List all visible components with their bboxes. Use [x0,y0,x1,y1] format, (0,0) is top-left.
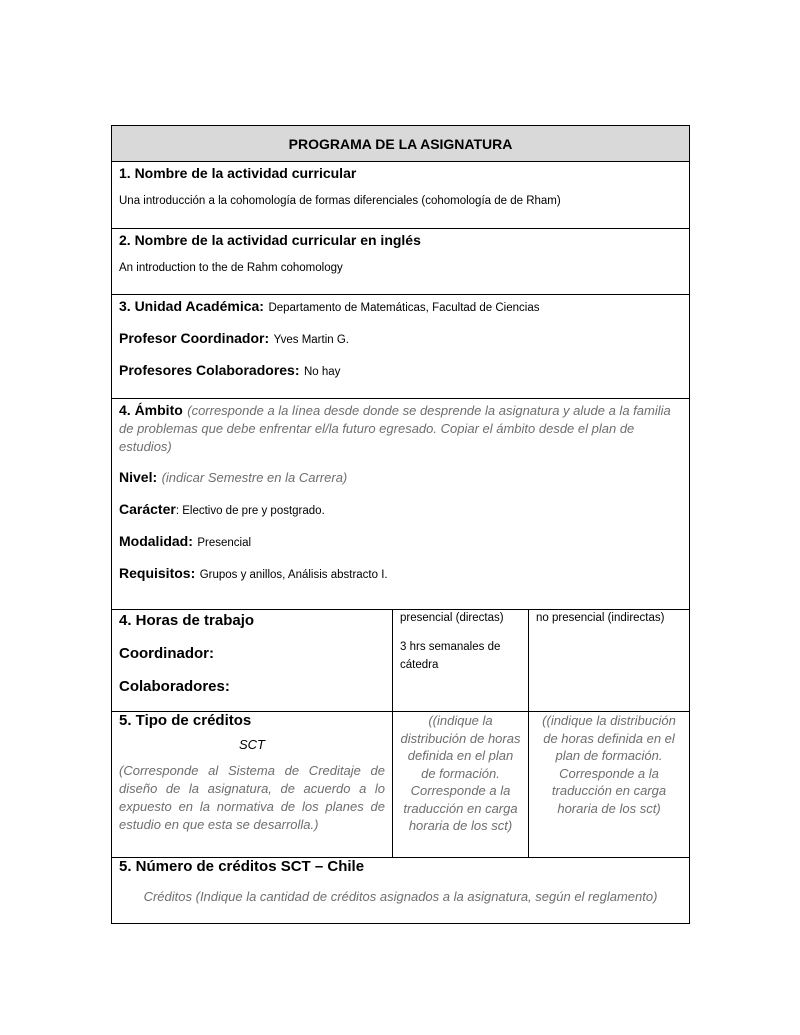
presencial-value: 3 hrs semanales de cátedra [400,641,501,671]
tipo-heading: 5. Tipo de créditos [119,712,252,729]
colaboradores-value: No hay [303,366,341,378]
tipo-label-cell [112,712,393,858]
activity-name-english: An introduction to the de Rahm cohomology [119,262,343,274]
horas-heading: 4. Horas de trabajo [119,612,255,629]
program-table [111,125,690,924]
horas-coordinador: Coordinador: [119,645,214,662]
ambito-label: 4. Ámbito [119,402,183,418]
tipo-col2-note: ((indique la distribución de horas definida en el plan de formación. Corresponde a la traducción en carga horaria de los sct) [400,713,521,833]
section-2 [112,229,690,295]
section-4 [112,399,690,610]
tipo-note: (Corresponde al Sistema de Creditaje de diseño de la asignatura, de acuerdo a lo expuesto en la normativa de los planes de estudio en que esta se desarrolla.) [119,763,385,832]
section-3 [112,295,690,399]
coordinador-label: Profesor Coordinador: [119,330,270,346]
section-1 [112,162,690,229]
ambito-note: (corresponde a la línea desde donde se desprende la asignatura y alude a la familia de problemas que debe enfrentar el/la futuro egresado. Copiar el ámbito desde el plan de estudios) [119,403,671,454]
caracter-value: : Electivo de pre y postgrado. [175,505,325,517]
modalidad-label: Modalidad: [119,533,193,549]
horas-label-cell [112,610,393,712]
numero-heading: 5. Número de créditos SCT – Chile [119,858,365,875]
modalidad-value: Presencial [197,537,252,549]
horas-colaboradores: Colaboradores: [119,678,230,695]
presencial-header: presencial (directas) [400,612,504,624]
table-title: PROGRAMA DE LA ASIGNATURA [112,126,690,162]
numero-note: Créditos (Indique la cantidad de créditos asignados a la asignatura, según el reglamento) [143,889,658,904]
tipo-col2-cell [393,712,529,858]
tipo-col3-note: ((indique la distribución de horas definida en el plan de formación. Corresponde a la traducción en carga horaria de los sct) [542,713,676,816]
no-presencial-cell [529,610,690,712]
unidad-value: Departamento de Matemáticas, Facultad de Ciencias [268,302,540,314]
nivel-label: Nivel: [119,469,158,485]
requisitos-value: Grupos y anillos, Análisis abstracto I. [199,569,388,581]
unidad-label: 3. Unidad Académica: [119,298,264,314]
requisitos-label: Requisitos: [119,565,196,581]
colaboradores-label: Profesores Colaboradores: [119,362,300,378]
tipo-col3-cell [529,712,690,858]
coordinador-value: Yves Martin G. [273,334,349,346]
activity-name: Una introducción a la cohomología de formas diferenciales (cohomología de de Rham) [119,195,561,207]
presencial-cell [393,610,529,712]
numero-creditos-section [112,858,690,924]
nivel-note: (indicar Semestre en la Carrera) [161,470,348,485]
section-2-heading: 2. Nombre de la actividad curricular en inglés [119,232,421,248]
tipo-sct: SCT [239,737,265,752]
no-presencial-header: no presencial (indirectas) [536,612,665,624]
section-1-heading: 1. Nombre de la actividad curricular [119,165,357,181]
caracter-label: Carácter [119,501,176,517]
